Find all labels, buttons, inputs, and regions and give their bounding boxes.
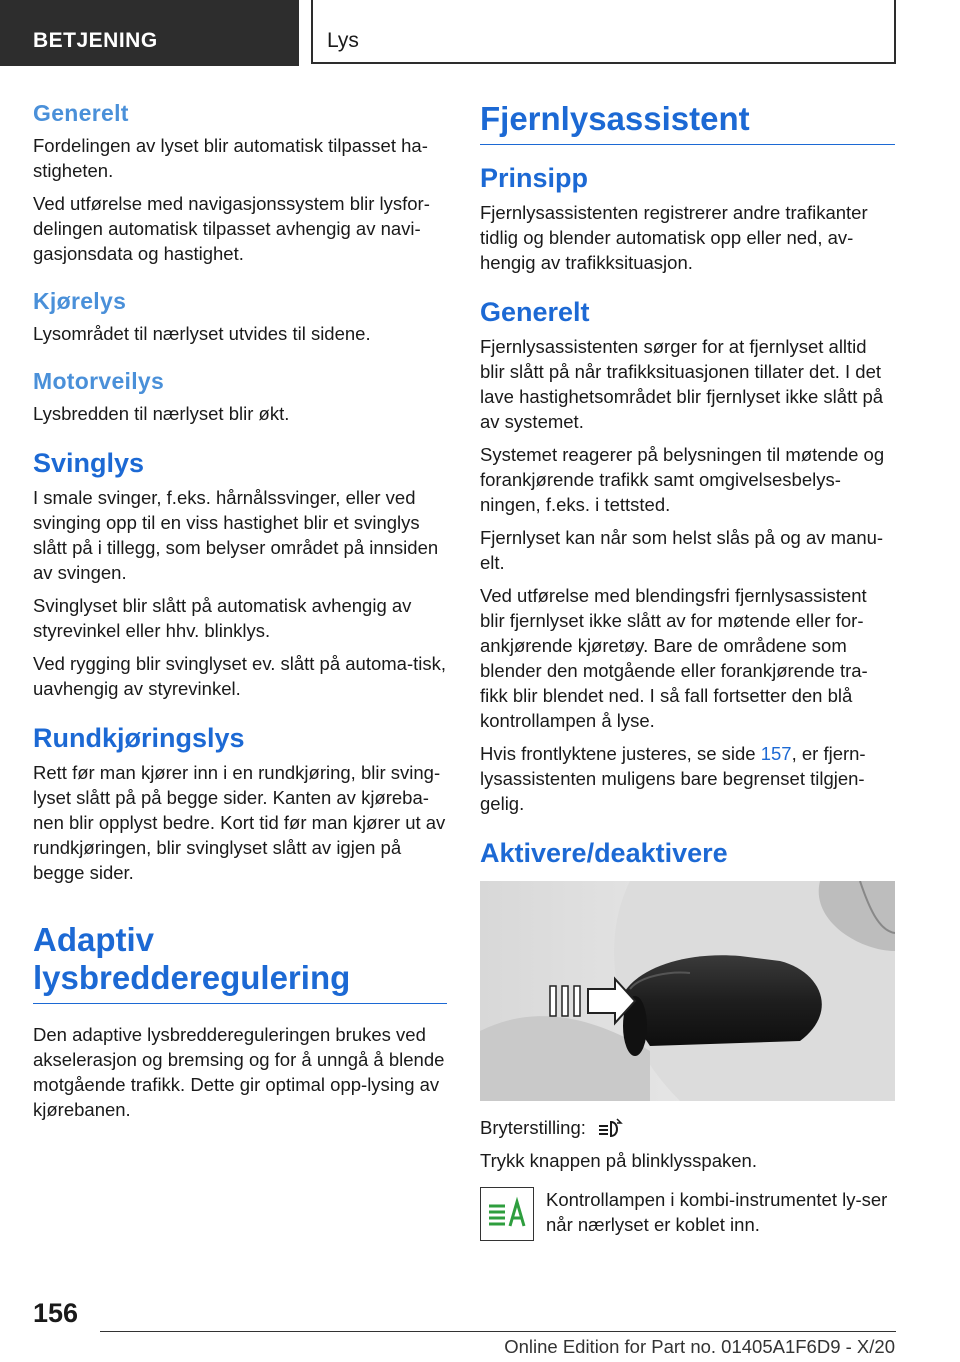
switch-position-line	[480, 1115, 895, 1140]
heading-rundkjoringslys: Rundkjøringslys	[33, 723, 245, 753]
high-beam-assist-icon	[597, 1118, 623, 1140]
paragraph: Fordelingen av lyset blir automatisk tilpasset ha-stigheten.	[33, 135, 428, 181]
paragraph: Lysområdet til nærlyset utvides til sidene.	[33, 323, 371, 344]
page-number: 156	[33, 1298, 79, 1328]
heading-prinsipp: Prinsipp	[480, 163, 589, 193]
heading-aktivere-deaktivere: Aktivere/deaktivere	[480, 838, 728, 868]
paragraph: Ved rygging blir svinglyset ev. slått på automa-tisk, uavhengig av styrevinkel.	[33, 653, 447, 699]
paragraph: Fjernlysassistenten sørger for at fjernlyset alltid blir slått på når trafikksituasjonen tillater det. I det lave hastighetsområdet blir fjernlyset ikke slått på av systemet.	[480, 336, 884, 432]
paragraph: Fjernlysassistenten registrerer andre trafikanter tidlig og blender automatisk opp eller ned, av-hengig av trafikksituasjon.	[480, 202, 868, 273]
page-header	[0, 0, 960, 66]
heading-adaptiv-lysbredderegulering	[33, 921, 447, 1004]
text: Hvis frontlyktene justeres, se side	[480, 743, 761, 764]
chapter-title: Lys	[311, 0, 896, 64]
page-link[interactable]: 157	[760, 743, 792, 764]
heading-line: lysbredderegulering	[33, 959, 351, 996]
paragraph: Ved utførelse med blendingsfri fjernlysassistent blir fjernlyset ikke slått av for møtende eller for-ankjørende kjøretøy. Bare de områdene som blender den motgående eller forankjørende tra-fikk blir blendet ned. I så fall fortsetter den blå kontrollampen å lyse.	[480, 585, 868, 731]
paragraph: I smale svinger, f.eks. hårnålssvinger, eller ved svinging opp til en viss hastighet blir et svinglys slått på i tillegg, som belyser området på innsiden av svingen.	[33, 487, 439, 583]
paragraph: Lysbredden til nærlyset blir økt.	[33, 403, 290, 424]
paragraph: Den adaptive lysbreddereguleringen brukes ved akselerasjon og bremsing og for å unngå å blende motgående trafikk. Dette gir optimal opp-lysing av kjørebanen.	[33, 1024, 445, 1120]
stalk-illustration	[480, 881, 895, 1101]
text: , er fjern-lysassistenten muligens bare begrenset tilgjen-gelig.	[480, 743, 866, 814]
switch-label: Bryterstilling:	[480, 1117, 586, 1138]
heading-line: Adaptiv	[33, 921, 155, 958]
heading-generelt: Generelt	[33, 100, 129, 126]
heading-svinglys: Svinglys	[33, 448, 145, 478]
paragraph: Ved utførelse med navigasjonssystem blir lysfor-delingen automatisk tilpasset avhengig av navi-gasjonsdata og hastighet.	[33, 193, 430, 264]
heading-generelt: Generelt	[480, 297, 590, 327]
indicator-note	[480, 1187, 895, 1241]
heading-fjernlysassistent: Fjernlysassistent	[480, 100, 895, 145]
turn-signal-stalk-image	[480, 881, 895, 1101]
paragraph: Rett før man kjører inn i en rundkjøring, blir sving-lyset slått på på begge sider. Kanten av kjøreba-nen blir opplyst bedre. Kort tid før man kjører ut av rundkjøringen, blir svinglyset slått av igjen på begge sider.	[33, 762, 446, 883]
heading-motorveilys: Motorveilys	[33, 368, 165, 394]
footer-divider	[100, 1331, 896, 1332]
paragraph: Fjernlyset kan når som helst slås på og av manu-elt.	[480, 527, 884, 573]
paragraph: Systemet reagerer på belysningen til møtende og forankjørende trafikk samt omgivelsesbelys-ningen, f.eks. i tettsted.	[480, 444, 885, 515]
section-tab: BETJENING	[0, 0, 299, 66]
edition-footer: Online Edition for Part no. 01405A1F6D9 - X/20	[504, 1336, 895, 1357]
heading-kjorelys: Kjørelys	[33, 288, 127, 314]
paragraph: Svinglyset blir slått på automatisk avhengig av styrevinkel eller hhv. blinklys.	[33, 595, 412, 641]
right-column	[480, 100, 895, 1241]
left-column	[33, 100, 447, 1130]
paragraph	[480, 741, 895, 816]
indicator-lamp-icon	[480, 1187, 534, 1241]
note-text: Kontrollampen i kombi-instrumentet ly-ser når nærlyset er koblet inn.	[546, 1189, 888, 1236]
instruction: Trykk knappen på blinklysspaken.	[480, 1150, 757, 1172]
